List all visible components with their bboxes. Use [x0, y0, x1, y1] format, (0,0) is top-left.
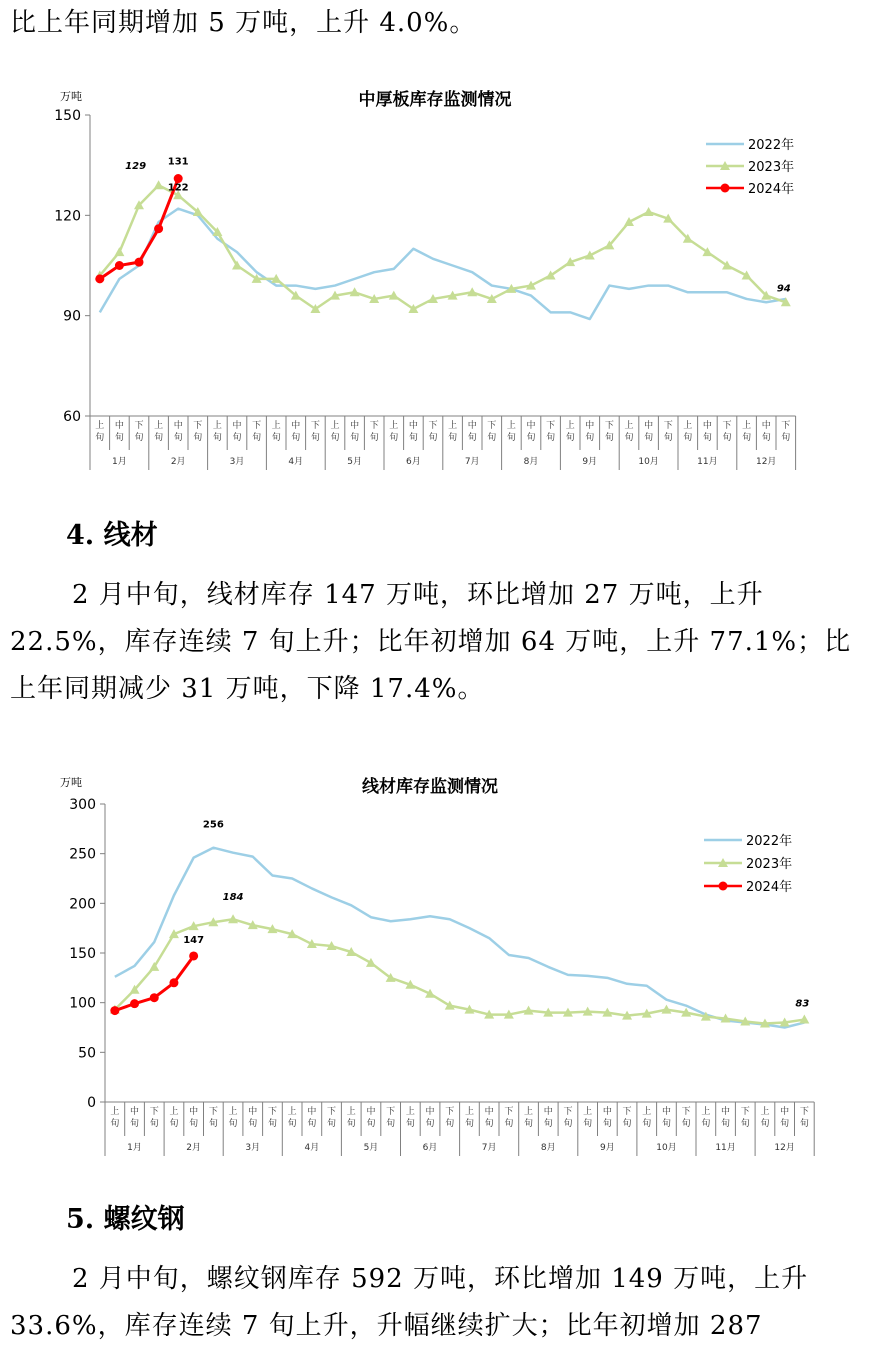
- data-point-marker: [366, 958, 376, 967]
- x-axis-dekad-label: [662, 1105, 671, 1129]
- x-axis-dekad-char: 下: [622, 1107, 632, 1117]
- data-point-marker: [150, 993, 159, 1002]
- x-axis-dekad-char: 中: [702, 421, 712, 431]
- x-axis-dekad-label: [468, 419, 477, 443]
- x-axis-dekad-char: 下: [487, 421, 497, 431]
- x-axis-dekad-char: 旬: [212, 433, 222, 443]
- x-axis-dekad-char: 旬: [428, 433, 438, 443]
- y-axis-tick-label: 90: [63, 308, 81, 325]
- x-axis-dekad-label: [546, 420, 555, 443]
- x-axis-dekad-char: 下: [799, 1107, 809, 1117]
- x-axis-dekad-char: 旬: [130, 1119, 140, 1129]
- y-axis-tick-label: 150: [54, 108, 81, 124]
- x-axis-dekad-char: 下: [134, 421, 144, 431]
- y-axis-unit-label: 万吨: [60, 776, 82, 789]
- x-axis-dekad-char: 下: [327, 1107, 337, 1117]
- x-axis-dekad-char: 旬: [565, 433, 575, 443]
- x-axis-dekad-char: 中: [644, 421, 654, 431]
- x-axis-dekad-char: 下: [369, 421, 379, 431]
- x-axis-dekad-label: [169, 1105, 178, 1129]
- x-axis-dekad-label: [366, 1105, 375, 1129]
- x-axis-dekad-char: 下: [149, 1107, 159, 1117]
- x-axis-dekad-char: 旬: [780, 1119, 790, 1129]
- x-axis-dekad-char: 下: [781, 421, 791, 431]
- x-axis-dekad-char: 旬: [114, 433, 124, 443]
- x-axis-month-label: 6月: [406, 457, 421, 467]
- x-axis-dekad-char: 中: [467, 421, 477, 431]
- x-axis-dekad-char: 旬: [721, 1119, 731, 1129]
- x-axis-dekad-char: 中: [761, 421, 771, 431]
- x-axis-dekad-char: 旬: [740, 1119, 750, 1129]
- series-line-2022年: [100, 209, 786, 319]
- data-annotation-label: 122: [167, 182, 189, 194]
- x-axis-month-label: 8月: [540, 1143, 556, 1153]
- x-axis-dekad-char: 下: [310, 421, 320, 431]
- x-axis-dekad-char: 旬: [504, 1119, 514, 1129]
- x-axis-month-label: 8月: [523, 457, 539, 467]
- x-axis-month-label: 5月: [363, 1143, 379, 1153]
- x-axis-month-label: 5月: [347, 457, 362, 467]
- x-axis-dekad-label: [487, 420, 496, 443]
- data-point-marker: [189, 951, 198, 960]
- data-annotation-label: 83: [795, 998, 810, 1010]
- x-axis-dekad-char: 上: [565, 421, 575, 431]
- x-axis-dekad-char: 旬: [622, 1119, 632, 1129]
- x-axis-month-label: 9月: [582, 457, 598, 467]
- x-axis-dekad-char: 旬: [389, 433, 399, 443]
- x-axis-dekad-label: [209, 1106, 218, 1129]
- data-point-marker: [644, 207, 654, 216]
- x-axis-dekad-char: 旬: [701, 1119, 711, 1129]
- x-axis-dekad-char: 旬: [760, 1119, 770, 1129]
- x-axis-dekad-char: 中: [780, 1107, 790, 1117]
- x-axis-dekad-char: 旬: [248, 1119, 258, 1129]
- x-axis-dekad-char: 旬: [386, 1119, 396, 1129]
- x-axis-dekad-label: [272, 419, 281, 443]
- x-axis-dekad-char: 上: [228, 1107, 238, 1117]
- paragraph-rebar-text: 2 月中旬，螺纹钢库存 592 万吨，环比增加 149 万吨，上升 33.6%，库存连续 7 旬上升，升幅继续扩大；比年初增加 287: [10, 1264, 809, 1341]
- x-axis-dekad-char: 中: [350, 421, 360, 431]
- x-axis-dekad-char: 旬: [208, 1119, 218, 1129]
- x-axis-dekad-label: [742, 419, 751, 443]
- x-axis-dekad-char: 上: [448, 421, 458, 431]
- legend-swatch-marker: [721, 184, 730, 193]
- section-heading-wire-rod: 4. 线材: [66, 520, 158, 551]
- plate-inventory-chart: [0, 78, 875, 467]
- x-axis-dekad-char: 下: [445, 1107, 455, 1117]
- x-axis-dekad-label: [682, 1106, 691, 1129]
- x-axis-dekad-label: [701, 1105, 710, 1129]
- x-axis-dekad-label: [389, 419, 398, 443]
- x-axis-dekad-char: 旬: [661, 1119, 671, 1129]
- section-heading-rebar: 5. 螺纹钢: [66, 1204, 185, 1235]
- x-axis-dekad-char: 旬: [546, 433, 556, 443]
- x-axis-dekad-char: 下: [663, 421, 673, 431]
- x-axis-dekad-label: [741, 1106, 750, 1129]
- x-axis-dekad-char: 上: [330, 421, 340, 431]
- x-axis-dekad-char: 旬: [683, 433, 693, 443]
- x-axis-dekad-label: [428, 420, 437, 443]
- data-annotation-label: 131: [167, 156, 189, 168]
- x-axis-month-label: 12月: [755, 457, 777, 467]
- x-axis-month-label: 2月: [186, 1143, 202, 1153]
- x-axis-dekad-char: 旬: [169, 1119, 179, 1129]
- x-axis-dekad-char: 中: [721, 1107, 731, 1117]
- x-axis-dekad-label: [291, 419, 300, 443]
- x-axis-dekad-char: 上: [389, 421, 399, 431]
- x-axis-dekad-char: 旬: [722, 433, 732, 443]
- x-axis-dekad-label: [583, 1105, 592, 1129]
- x-axis-dekad-char: 旬: [487, 433, 497, 443]
- chart-title: 线材库存监测情况: [362, 777, 498, 797]
- x-axis-dekad-char: 上: [405, 1107, 415, 1117]
- x-axis-dekad-char: 上: [271, 421, 281, 431]
- x-axis-dekad-char: 旬: [467, 433, 477, 443]
- x-axis-month-label: 2月: [170, 457, 186, 467]
- x-axis-dekad-label: [154, 419, 163, 443]
- x-axis-dekad-char: 下: [546, 421, 556, 431]
- x-axis-dekad-label: [307, 1105, 316, 1129]
- x-axis-dekad-char: 旬: [543, 1119, 553, 1129]
- x-axis-dekad-label: [115, 419, 124, 443]
- x-axis-dekad-char: 上: [642, 1107, 652, 1117]
- y-axis-tick-label: 60: [63, 409, 81, 425]
- x-axis-dekad-char: 上: [287, 1107, 297, 1117]
- x-axis-dekad-char: 旬: [271, 433, 281, 443]
- x-axis-dekad-char: 下: [267, 1107, 277, 1117]
- x-axis-dekad-label: [288, 1105, 297, 1129]
- x-axis-month-label: 4月: [288, 457, 304, 467]
- x-axis-dekad-char: 旬: [369, 433, 379, 443]
- x-axis-month-label: 6月: [422, 1143, 438, 1153]
- x-axis-dekad-char: 中: [189, 1107, 199, 1117]
- legend-label: 2023年: [746, 857, 793, 872]
- x-axis-dekad-char: 旬: [799, 1119, 809, 1129]
- legend-label: 2022年: [746, 834, 793, 849]
- x-axis-dekad-label: [762, 419, 771, 443]
- x-axis-dekad-char: 上: [346, 1107, 356, 1117]
- x-axis-dekad-char: 旬: [524, 1119, 534, 1129]
- data-annotation-label: 147: [183, 934, 205, 946]
- x-axis-dekad-char: 旬: [781, 433, 791, 443]
- x-axis-dekad-label: [485, 1105, 494, 1129]
- x-axis-dekad-char: 上: [95, 421, 105, 431]
- x-axis-dekad-char: 旬: [408, 433, 418, 443]
- x-axis-dekad-label: [644, 419, 653, 443]
- x-axis-dekad-char: 下: [604, 421, 614, 431]
- x-axis-dekad-label: [193, 420, 202, 443]
- x-axis-dekad-char: 旬: [742, 433, 752, 443]
- x-axis-month-label: 7月: [481, 1143, 497, 1153]
- x-axis-month-label: 4月: [304, 1143, 320, 1153]
- x-axis-dekad-char: 上: [760, 1107, 770, 1117]
- x-axis-dekad-char: 旬: [193, 433, 203, 443]
- y-axis-unit-label: 万吨: [60, 90, 82, 103]
- x-axis-dekad-label: [623, 1106, 632, 1129]
- x-axis-dekad-label: [781, 420, 790, 443]
- x-axis-dekad-char: 上: [464, 1107, 474, 1117]
- x-axis-dekad-char: 上: [524, 1107, 534, 1117]
- x-axis-dekad-label: [563, 1106, 572, 1129]
- x-axis-dekad-char: 中: [526, 421, 536, 431]
- x-axis-dekad-char: 旬: [506, 433, 516, 443]
- x-axis-dekad-label: [95, 419, 104, 443]
- data-annotation-label: 184: [222, 892, 244, 904]
- paragraph-wire-rod-text: 2 月中旬，线材库存 147 万吨，环比增加 27 万吨，上升 22.5%，库存连续 7 旬上升；比年初增加 64 万吨，上升 77.1%；比上年同期减少 31 万吨，下降 17.4%。: [10, 580, 852, 704]
- x-axis-dekad-char: 旬: [252, 433, 262, 443]
- y-axis-tick-label: 250: [69, 846, 96, 863]
- y-axis-tick-label: 50: [78, 1045, 96, 1062]
- x-axis-dekad-char: 旬: [604, 433, 614, 443]
- x-axis-dekad-char: 旬: [644, 433, 654, 443]
- x-axis-dekad-char: 旬: [585, 433, 595, 443]
- x-axis-dekad-char: 下: [193, 421, 203, 431]
- x-axis-dekad-label: [664, 420, 673, 443]
- x-axis-dekad-char: 中: [173, 421, 183, 431]
- x-axis-dekad-label: [110, 1105, 119, 1129]
- x-axis-dekad-label: [642, 1105, 651, 1129]
- x-axis-month-label: 9月: [599, 1143, 615, 1153]
- x-axis-dekad-label: [722, 420, 731, 443]
- y-axis-tick-label: 100: [69, 995, 96, 1012]
- x-axis-dekad-char: 旬: [291, 433, 301, 443]
- x-axis-dekad-char: 上: [154, 421, 164, 431]
- x-axis-dekad-char: 旬: [228, 1119, 238, 1129]
- x-axis-dekad-label: [605, 420, 614, 443]
- chart-title: 中厚板库存监测情况: [358, 90, 512, 110]
- data-point-marker: [114, 247, 124, 256]
- x-axis-dekad-char: 中: [232, 421, 242, 431]
- x-axis-dekad-label: [248, 1105, 257, 1129]
- x-axis-dekad-label: [229, 1105, 238, 1129]
- x-axis-month-label: 12月: [774, 1143, 795, 1153]
- y-axis-tick-label: 150: [69, 946, 96, 962]
- x-axis-dekad-label: [524, 1105, 533, 1129]
- x-axis-dekad-char: 旬: [425, 1119, 435, 1129]
- y-axis-tick-label: 0: [87, 1095, 96, 1111]
- x-axis-dekad-char: 旬: [526, 433, 536, 443]
- x-axis-dekad-label: [327, 1106, 336, 1129]
- x-axis-dekad-char: 旬: [267, 1119, 277, 1129]
- x-axis-dekad-label: [213, 419, 222, 443]
- x-axis-month-label: 10月: [656, 1143, 677, 1153]
- x-axis-month-label: 3月: [245, 1143, 261, 1153]
- x-axis-month-label: 11月: [715, 1143, 736, 1153]
- x-axis-dekad-label: [507, 419, 516, 443]
- data-annotation-label: 256: [202, 819, 224, 831]
- x-axis-dekad-char: 下: [504, 1107, 514, 1117]
- x-axis-dekad-label: [189, 1105, 198, 1129]
- x-axis-dekad-label: [406, 1105, 415, 1129]
- x-axis-dekad-label: [465, 1105, 474, 1129]
- x-axis-dekad-label: [174, 419, 183, 443]
- x-axis-dekad-char: 下: [740, 1107, 750, 1117]
- x-axis-dekad-char: 旬: [149, 1119, 159, 1129]
- x-axis-dekad-char: 旬: [624, 433, 634, 443]
- paragraph-wire-rod: [10, 572, 861, 713]
- x-axis-dekad-label: [311, 420, 320, 443]
- data-point-marker: [169, 978, 178, 987]
- legend-label: 2024年: [746, 880, 793, 895]
- y-axis-tick-label: 200: [69, 896, 96, 913]
- x-axis-dekad-label: [683, 419, 692, 443]
- x-axis-dekad-char: 中: [585, 421, 595, 431]
- x-axis-dekad-char: 上: [506, 421, 516, 431]
- x-axis-dekad-char: 上: [110, 1107, 120, 1117]
- x-axis-dekad-label: [448, 419, 457, 443]
- x-axis-dekad-label: [150, 1106, 159, 1129]
- data-point-marker: [115, 261, 124, 270]
- x-axis-dekad-char: 下: [428, 421, 438, 431]
- x-axis-dekad-char: 中: [425, 1107, 435, 1117]
- y-axis-tick-label: 300: [69, 797, 96, 813]
- x-axis-dekad-label: [252, 420, 261, 443]
- x-axis-dekad-label: [624, 419, 633, 443]
- x-axis-dekad-char: 中: [543, 1107, 553, 1117]
- series-line-2022年: [115, 848, 805, 1028]
- x-axis-dekad-label: [603, 1105, 612, 1129]
- x-axis-dekad-char: 下: [722, 421, 732, 431]
- x-axis-dekad-label: [544, 1105, 553, 1129]
- x-axis-dekad-label: [445, 1106, 454, 1129]
- x-axis-dekad-label: [760, 1105, 769, 1129]
- x-axis-dekad-label: [526, 419, 535, 443]
- x-axis-dekad-label: [800, 1106, 809, 1129]
- x-axis-dekad-label: [330, 419, 339, 443]
- x-axis-dekad-char: 中: [602, 1107, 612, 1117]
- x-axis-dekad-char: 中: [248, 1107, 258, 1117]
- series-line-2023年: [115, 919, 805, 1023]
- x-axis-dekad-char: 上: [701, 1107, 711, 1117]
- x-axis-month-label: 1月: [112, 457, 127, 467]
- legend-label: 2023年: [748, 160, 795, 175]
- x-axis-dekad-label: [130, 1105, 139, 1129]
- x-axis-dekad-char: 旬: [761, 433, 771, 443]
- x-axis-dekad-char: 旬: [330, 433, 340, 443]
- x-axis-dekad-char: 旬: [642, 1119, 652, 1129]
- x-axis-dekad-char: 上: [169, 1107, 179, 1117]
- x-axis-dekad-char: 旬: [448, 433, 458, 443]
- x-axis-dekad-char: 中: [408, 421, 418, 431]
- data-point-marker: [154, 224, 163, 233]
- x-axis-dekad-char: 旬: [663, 433, 673, 443]
- x-axis-dekad-char: 旬: [173, 433, 183, 443]
- x-axis-dekad-char: 上: [583, 1107, 593, 1117]
- y-axis-tick-label: 120: [54, 208, 81, 225]
- data-annotation-label: 94: [776, 283, 791, 295]
- x-axis-dekad-char: 旬: [464, 1119, 474, 1129]
- x-axis-dekad-label: [232, 419, 241, 443]
- x-axis-dekad-char: 旬: [445, 1119, 455, 1129]
- x-axis-dekad-char: 旬: [95, 433, 105, 443]
- x-axis-dekad-char: 下: [681, 1107, 691, 1117]
- paragraph-rebar: [10, 1256, 861, 1350]
- legend-label: 2022年: [748, 138, 795, 153]
- x-axis-dekad-char: 中: [291, 421, 301, 431]
- x-axis-dekad-char: 下: [208, 1107, 218, 1117]
- data-point-marker: [130, 999, 139, 1008]
- data-point-marker: [95, 274, 104, 283]
- x-axis-dekad-char: 下: [252, 421, 262, 431]
- wire-rod-inventory-chart-svg: [0, 770, 875, 1153]
- x-axis-dekad-char: 旬: [702, 433, 712, 443]
- wire-rod-inventory-chart: [0, 770, 875, 1153]
- x-axis-dekad-label: [268, 1106, 277, 1129]
- x-axis-dekad-label: [504, 1106, 513, 1129]
- x-axis-dekad-char: 中: [307, 1107, 317, 1117]
- x-axis-dekad-label: [350, 419, 359, 443]
- x-axis-dekad-label: [566, 419, 575, 443]
- x-axis-month-label: 7月: [464, 457, 480, 467]
- x-axis-dekad-char: 上: [212, 421, 222, 431]
- x-axis-dekad-label: [585, 419, 594, 443]
- x-axis-dekad-label: [426, 1105, 435, 1129]
- data-annotation-label: 129: [125, 161, 147, 173]
- x-axis-dekad-label: [780, 1105, 789, 1129]
- x-axis-dekad-label: [134, 420, 143, 443]
- x-axis-dekad-char: 旬: [563, 1119, 573, 1129]
- x-axis-dekad-char: 中: [114, 421, 124, 431]
- x-axis-dekad-char: 中: [484, 1107, 494, 1117]
- x-axis-dekad-char: 上: [683, 421, 693, 431]
- x-axis-dekad-char: 旬: [405, 1119, 415, 1129]
- x-axis-dekad-char: 上: [742, 421, 752, 431]
- x-axis-dekad-char: 旬: [287, 1119, 297, 1129]
- x-axis-dekad-char: 旬: [366, 1119, 376, 1129]
- x-axis-month-label: 1月: [127, 1143, 142, 1153]
- x-axis-dekad-label: [409, 419, 418, 443]
- data-point-marker: [154, 180, 164, 189]
- x-axis-dekad-char: 旬: [681, 1119, 691, 1129]
- paragraph-intro-tail: 比上年同期增加 5 万吨，上升 4.0%。: [10, 8, 477, 38]
- legend-label: 2024年: [748, 182, 795, 197]
- x-axis-month-label: 10月: [638, 457, 659, 467]
- x-axis-dekad-char: 上: [624, 421, 634, 431]
- x-axis-dekad-char: 中: [130, 1107, 140, 1117]
- x-axis-dekad-char: 下: [563, 1107, 573, 1117]
- x-axis-dekad-label: [386, 1106, 395, 1129]
- x-axis-dekad-label: [370, 420, 379, 443]
- x-axis-dekad-char: 旬: [110, 1119, 120, 1129]
- plate-inventory-chart-svg: [0, 78, 875, 467]
- data-point-marker: [110, 1006, 119, 1015]
- x-axis-dekad-char: 中: [366, 1107, 376, 1117]
- x-axis-dekad-char: 旬: [346, 1119, 356, 1129]
- x-axis-dekad-char: 中: [661, 1107, 671, 1117]
- x-axis-month-label: 3月: [229, 457, 245, 467]
- x-axis-dekad-char: 旬: [602, 1119, 612, 1129]
- x-axis-dekad-char: 下: [386, 1107, 396, 1117]
- data-point-marker: [135, 258, 144, 267]
- x-axis-dekad-label: [721, 1105, 730, 1129]
- x-axis-dekad-char: 旬: [350, 433, 360, 443]
- x-axis-dekad-char: 旬: [307, 1119, 317, 1129]
- x-axis-dekad-char: 旬: [583, 1119, 593, 1129]
- x-axis-dekad-label: [703, 419, 712, 443]
- legend-swatch-marker: [719, 882, 728, 891]
- x-axis-dekad-char: 旬: [484, 1119, 494, 1129]
- x-axis-dekad-label: [347, 1105, 356, 1129]
- x-axis-dekad-char: 旬: [232, 433, 242, 443]
- x-axis-month-label: 11月: [697, 457, 718, 467]
- x-axis-dekad-char: 旬: [154, 433, 164, 443]
- x-axis-dekad-char: 旬: [310, 433, 320, 443]
- x-axis-dekad-char: 旬: [134, 433, 144, 443]
- x-axis-dekad-char: 旬: [189, 1119, 199, 1129]
- x-axis-dekad-char: 旬: [327, 1119, 337, 1129]
